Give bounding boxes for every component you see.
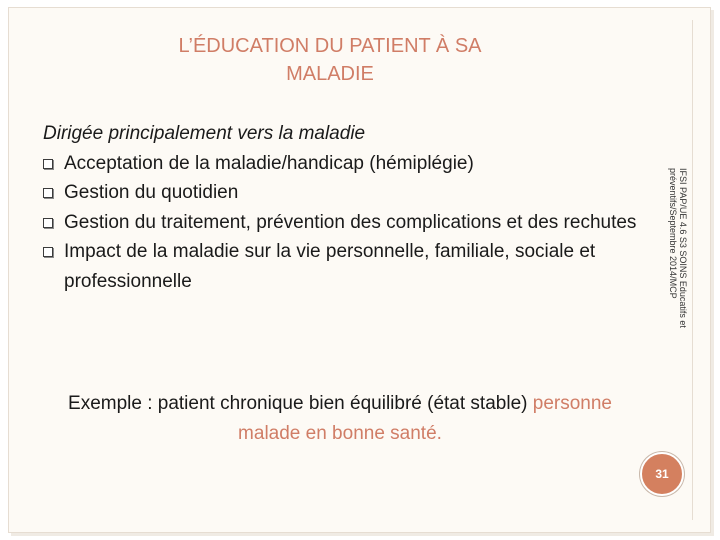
lead-prefix: Dirigée principalement xyxy=(43,123,238,144)
lead-sentence xyxy=(43,119,643,149)
list-item xyxy=(43,208,643,238)
page-number-badge: 31 xyxy=(640,452,684,496)
title-line-1: L’ÉDUCATION DU PATIENT À SA xyxy=(178,35,482,57)
bullet-text: Impact de la maladie sur la vie personnelle, familiale, sociale et professionnelle xyxy=(64,241,596,292)
bullet-list xyxy=(43,149,643,297)
example-accent: personne malade en bonne santé. xyxy=(238,393,612,444)
bullet-text: Gestion du traitement, prévention des complications et des rechutes xyxy=(64,211,637,233)
footer-line-2: préventifs/Septembre 2014/MCP xyxy=(668,168,678,299)
bullet-text: Acceptation de la maladie/handicap (hémiplégie) xyxy=(64,152,474,174)
slide-title xyxy=(0,32,660,88)
example-paragraph xyxy=(60,389,620,449)
example-text: Exemple : patient chronique bien équilibré (état stable) xyxy=(68,393,533,414)
bullet-text: Gestion du quotidien xyxy=(64,182,239,203)
lead-emphasis: vers la maladie xyxy=(237,123,366,144)
square-bullet-icon xyxy=(43,188,53,198)
list-item xyxy=(43,178,643,208)
list-item xyxy=(43,237,643,296)
divider-line xyxy=(692,20,693,520)
list-item xyxy=(43,149,643,179)
footer-line-1: IFSI PAP/UE 4.6 S3 SOINS Educatifs et xyxy=(678,168,688,328)
square-bullet-icon xyxy=(43,247,53,257)
title-line-2: MALADIE xyxy=(286,63,374,85)
slide-content xyxy=(43,119,643,296)
square-bullet-icon xyxy=(43,218,53,228)
square-bullet-icon xyxy=(43,159,53,169)
footer-vertical-text xyxy=(668,168,688,368)
